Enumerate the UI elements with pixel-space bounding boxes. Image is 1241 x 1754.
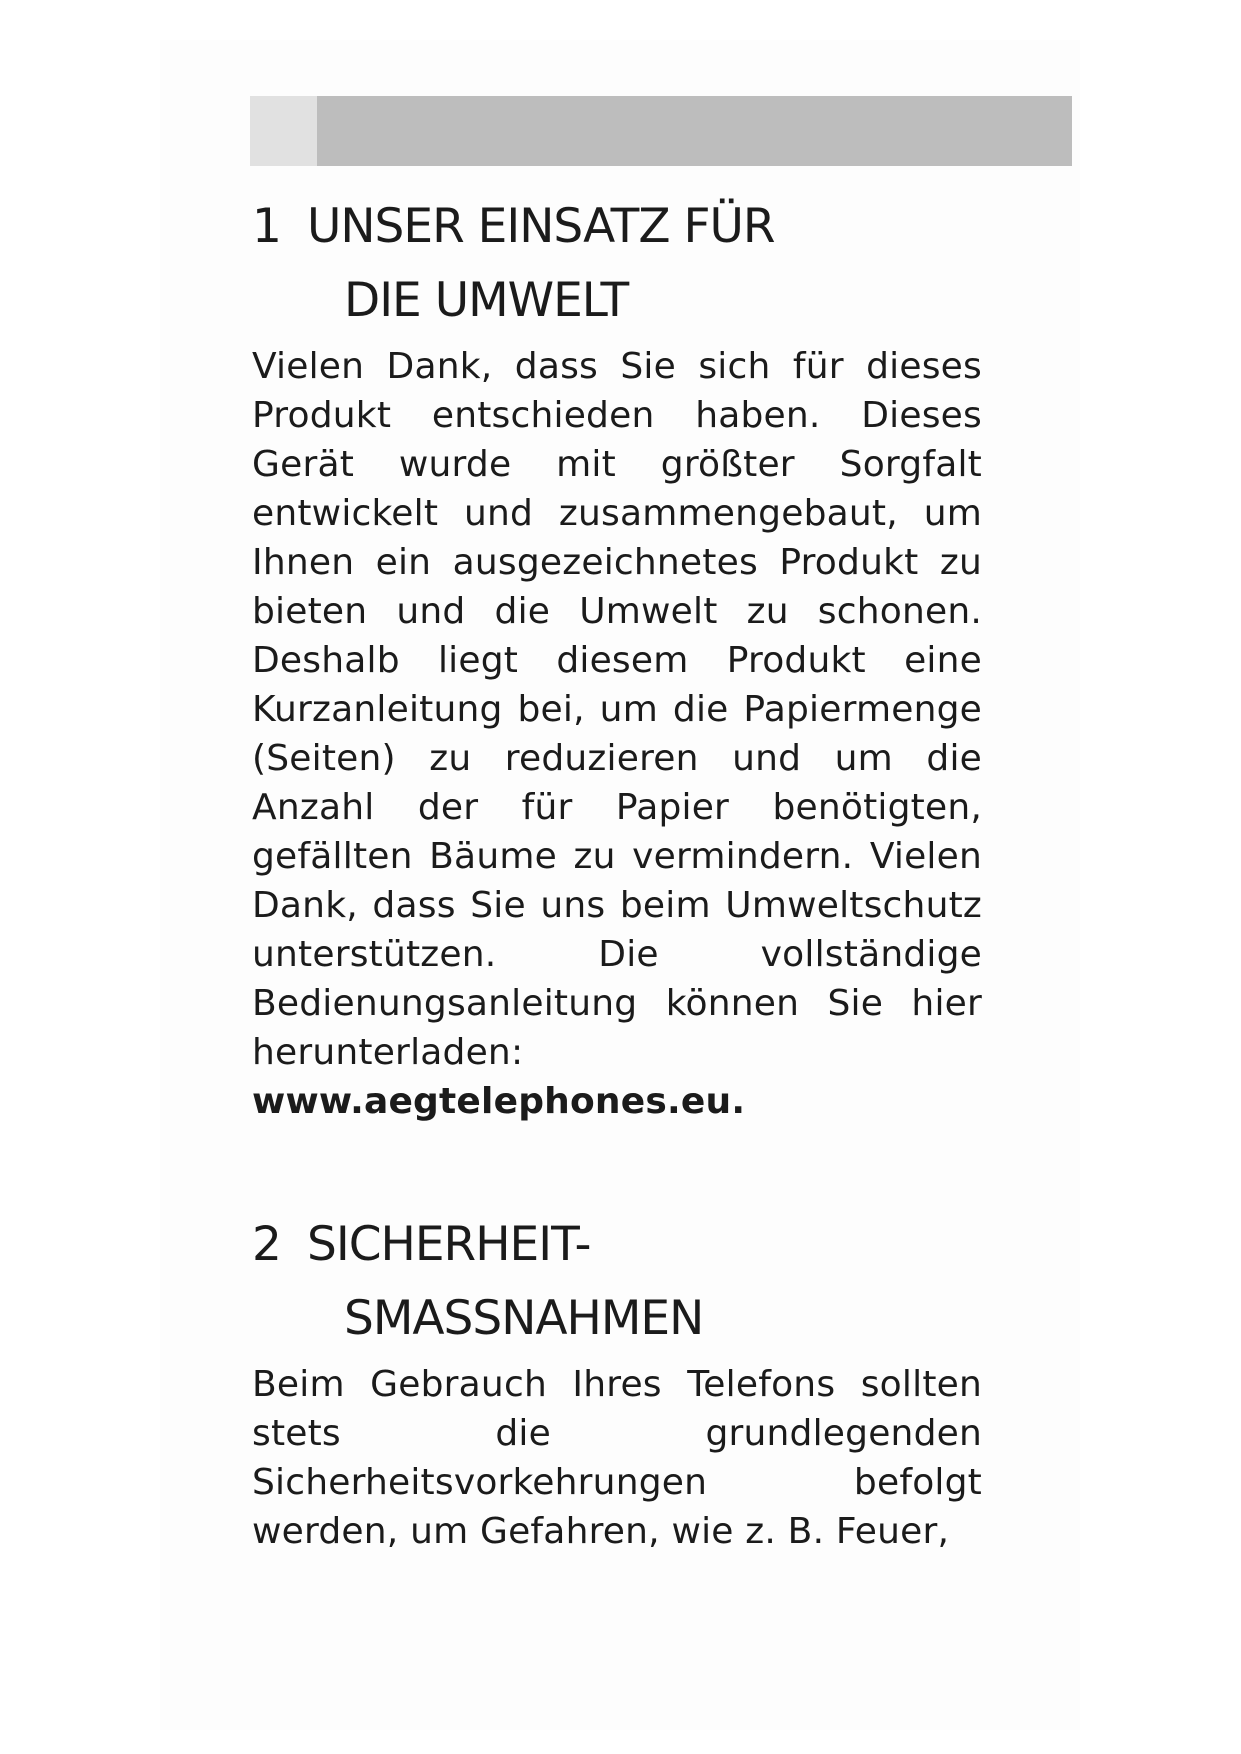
section-number: 2 — [252, 1217, 281, 1272]
section-number: 1 — [252, 199, 281, 254]
header-bar-tab — [250, 96, 317, 166]
section-title — [307, 190, 775, 338]
page-content — [252, 190, 982, 1556]
section-title-line1: SICHERHEIT- — [307, 1217, 591, 1272]
section-safety — [252, 1208, 982, 1556]
section-title — [307, 1208, 703, 1356]
section-title-line1: UNSER EINSATZ FÜR — [307, 199, 775, 254]
section-title-line2: DIE UMWELT — [344, 273, 629, 328]
section-heading — [252, 190, 982, 338]
section-title-line2: SMASSNAHMEN — [344, 1291, 704, 1346]
section-heading — [252, 1208, 982, 1356]
section-body — [252, 1360, 982, 1556]
section-body-text: Beim Gebrauch Ihres Telefons sollten stets die grundlegenden Sicherheitsvorkehrungen befolgt werden, um Gefahren, wie z. B. Feuer, — [252, 1364, 982, 1552]
section-body — [252, 342, 982, 1126]
download-link[interactable]: www.aegtelephones.eu. — [252, 1081, 746, 1122]
section-body-text: Vielen Dank, dass Sie sich für dieses Produkt entschieden haben. Dieses Gerät wurde mit größter Sorgfalt entwickelt und zusammengebaut, um Ihnen ein ausgezeichnetes Produkt zu bieten und die Umwelt zu schonen. Deshalb liegt diesem Produkt eine Kurzanleitung bei, um die Papiermenge (Seiten) zu reduzieren und um die Anzahl der für Papier benötigten, gefällten Bäume zu vermindern. Vielen Dank, dass Sie uns beim Umweltschutz unterstützen. Die vollständige Bedienungsanleitung können Sie hier herunterladen: — [252, 346, 982, 1073]
header-bar — [250, 96, 1072, 166]
section-environment — [252, 190, 982, 1126]
